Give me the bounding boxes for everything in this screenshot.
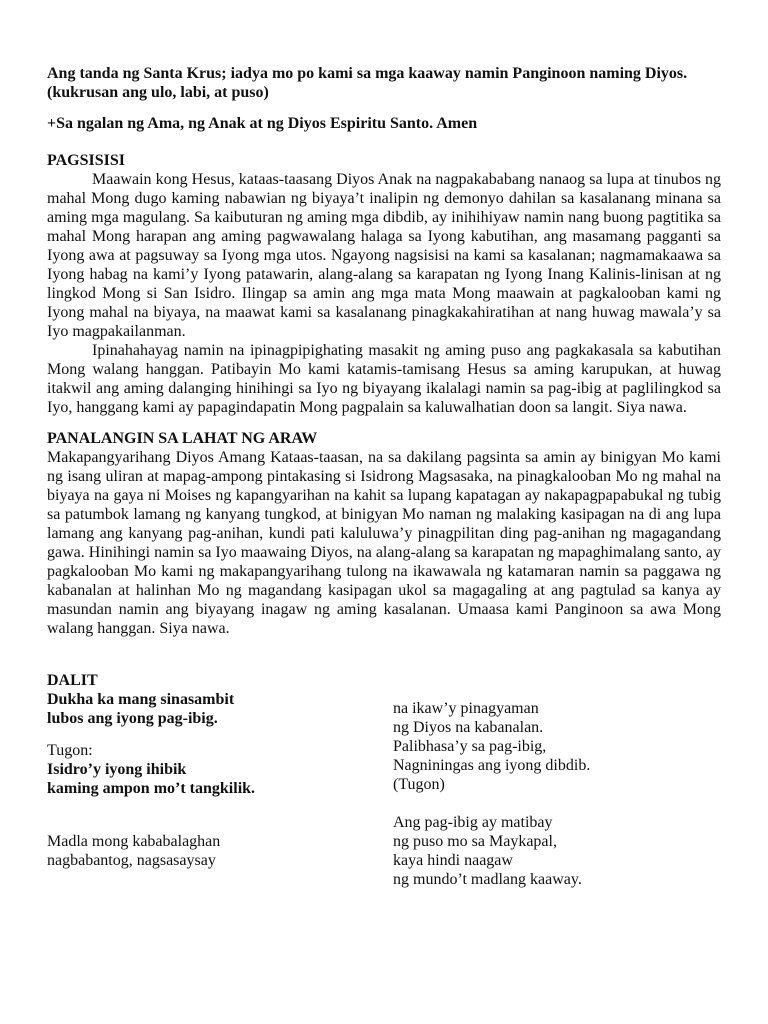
verse-line: Dukha ka mang sinasambit — [47, 691, 235, 708]
verse-line: lubos ang iyong pag-ibig. — [47, 710, 218, 727]
tugon-label: Tugon: — [47, 742, 93, 759]
verse-line: kaya hindi naagaw — [393, 852, 513, 869]
pagsisisi-paragraph-1: Maawain kong Hesus, kataas-taasang Diyos Anak na nagpakababang nanaog sa lupa at tinubos ng mahal Mong dugo kaming nabawian ng biyaya’t inalipin ng demonyo dahilan sa kasalanang minana sa aming mga magulang. Sa kaibuturan ng aming mga dibdib, ay inihihiyaw namin nang buong pagtitika sa mahal Mong harapan ang aming pagwawalang halaga sa Iyong kabutihan, ang masamang pagganti sa Iyong awa at pagsuway sa Iyong mga utos. Ngayong nagsisisi na kami sa kasalanan; nagmamakaawa sa Iyong habag na kami’y Iyong patawarin, alang-alang sa karapatan ng Iyong Inang Kalinis-linisan at ng lingkod Mong si San Isidro. Ilingap sa amin ang mga mata Mong maawain at pagkalooban kami ng Iyong mahal na biyaya, na maawat kami sa kasalanang pinagkakahiratihan at nang huwag mawala’y sa Iyo magpakailanman. — [47, 171, 721, 340]
dalit-heading: DALIT — [47, 672, 98, 689]
panalangin-section — [47, 429, 721, 638]
tugon-line: Isidro’y iyong ihibik — [47, 761, 187, 778]
verse-line: Palibhasa’y sa pag-ibig, — [393, 738, 547, 755]
verse-line: ng mundo’t madlang kaaway. — [393, 871, 582, 888]
dalit-right-column — [393, 690, 721, 889]
verse-line: Nagniningas ang iyong dibdib. — [393, 757, 591, 774]
panalangin-paragraph: Makapangyarihang Diyos Amang Kataas-taasan, na sa dakilang pagsinta sa amin ay binigyan Mo kami ng isang uliran at mapag-ampong pintakasing si Isidrong Magsasaka, na pinagkalooban Mo ng mahal na biyaya na gaya ni Moises ng kapangyarihan na kahit sa lupang kapatagan ay nakapagpapabukal ng tubig sa patumbok lamang ng kanyang tungkod, at binigyan Mo naman ng malaking kasipagan na di ang lupa lamang ang kanyang pag-anihan, kundi pati kaluluwa’y pinagpilitan ding pag-anihan ng magagandang gawa. Hinihingi namin sa Iyo maawaing Diyos, na alang-alang sa karapatan ng mapaghimalang santo, ay pagkalooban Mo kami ng makapangyarihang tulong na ikawawala ng katamaran namin sa paggawa ng kabanalan at halinhan Mo ng magandang kasipagan ukol sa magagaling at ang pagtulad sa kanya ay masundan namin ang biyayang inagaw ng aming kasalanan. Umaasa kami Panginoon sa awa Mong walang hanggan. Siya nawa. — [47, 449, 722, 637]
verse-line: Ang pag-ibig ay matibay — [393, 814, 553, 831]
verse-line: ng Diyos na kabanalan. — [393, 719, 544, 736]
document-page — [47, 64, 721, 889]
verse-line: ng puso mo sa Maykapal, — [393, 833, 557, 850]
tugon-line: kaming ampon mo’t tangkilik. — [47, 780, 256, 797]
dalit-section — [47, 671, 721, 889]
verse-line: nagbabantog, nagsasaysay — [47, 852, 216, 869]
invocation-line: +Sa ngalan ng Ama, ng Anak at ng Diyos Espiritu Santo. Amen — [47, 115, 478, 132]
pagsisisi-heading: PAGSISISI — [47, 152, 125, 169]
verse-line: na ikaw’y pinagyaman — [393, 700, 539, 717]
panalangin-heading: PANALANGIN SA LAHAT NG ARAW — [47, 430, 318, 447]
tugon-reference: (Tugon) — [393, 776, 445, 793]
verse-line: Madla mong kababalaghan — [47, 833, 221, 850]
dalit-left-column — [47, 690, 393, 889]
pagsisisi-paragraph-2: Ipinahahayag namin na ipinagpipighating masakit ng aming puso ang pagkakasala sa kabutihan Mong walang hanggan. Patibayin Mo kami katamis-tamisang Hesus sa aming karupukan, at huwag itakwil ang aming dalanging hinihingi sa Iyo ng biyayang ikalalagi namin sa pag-ibig at paglilingkod sa Iyo, hanggang kami ay papagindapatin Mong pagpalain sa kaluwalhatian doon sa langit. Siya nawa. — [47, 342, 721, 416]
pagsisisi-section — [47, 151, 721, 417]
sign-of-cross-prayer: Ang tanda ng Santa Krus; iadya mo po kami sa mga kaaway namin Panginoon naming Diyos. (kukrusan ang ulo, labi, at puso) — [47, 65, 688, 101]
dalit-columns — [47, 690, 721, 889]
